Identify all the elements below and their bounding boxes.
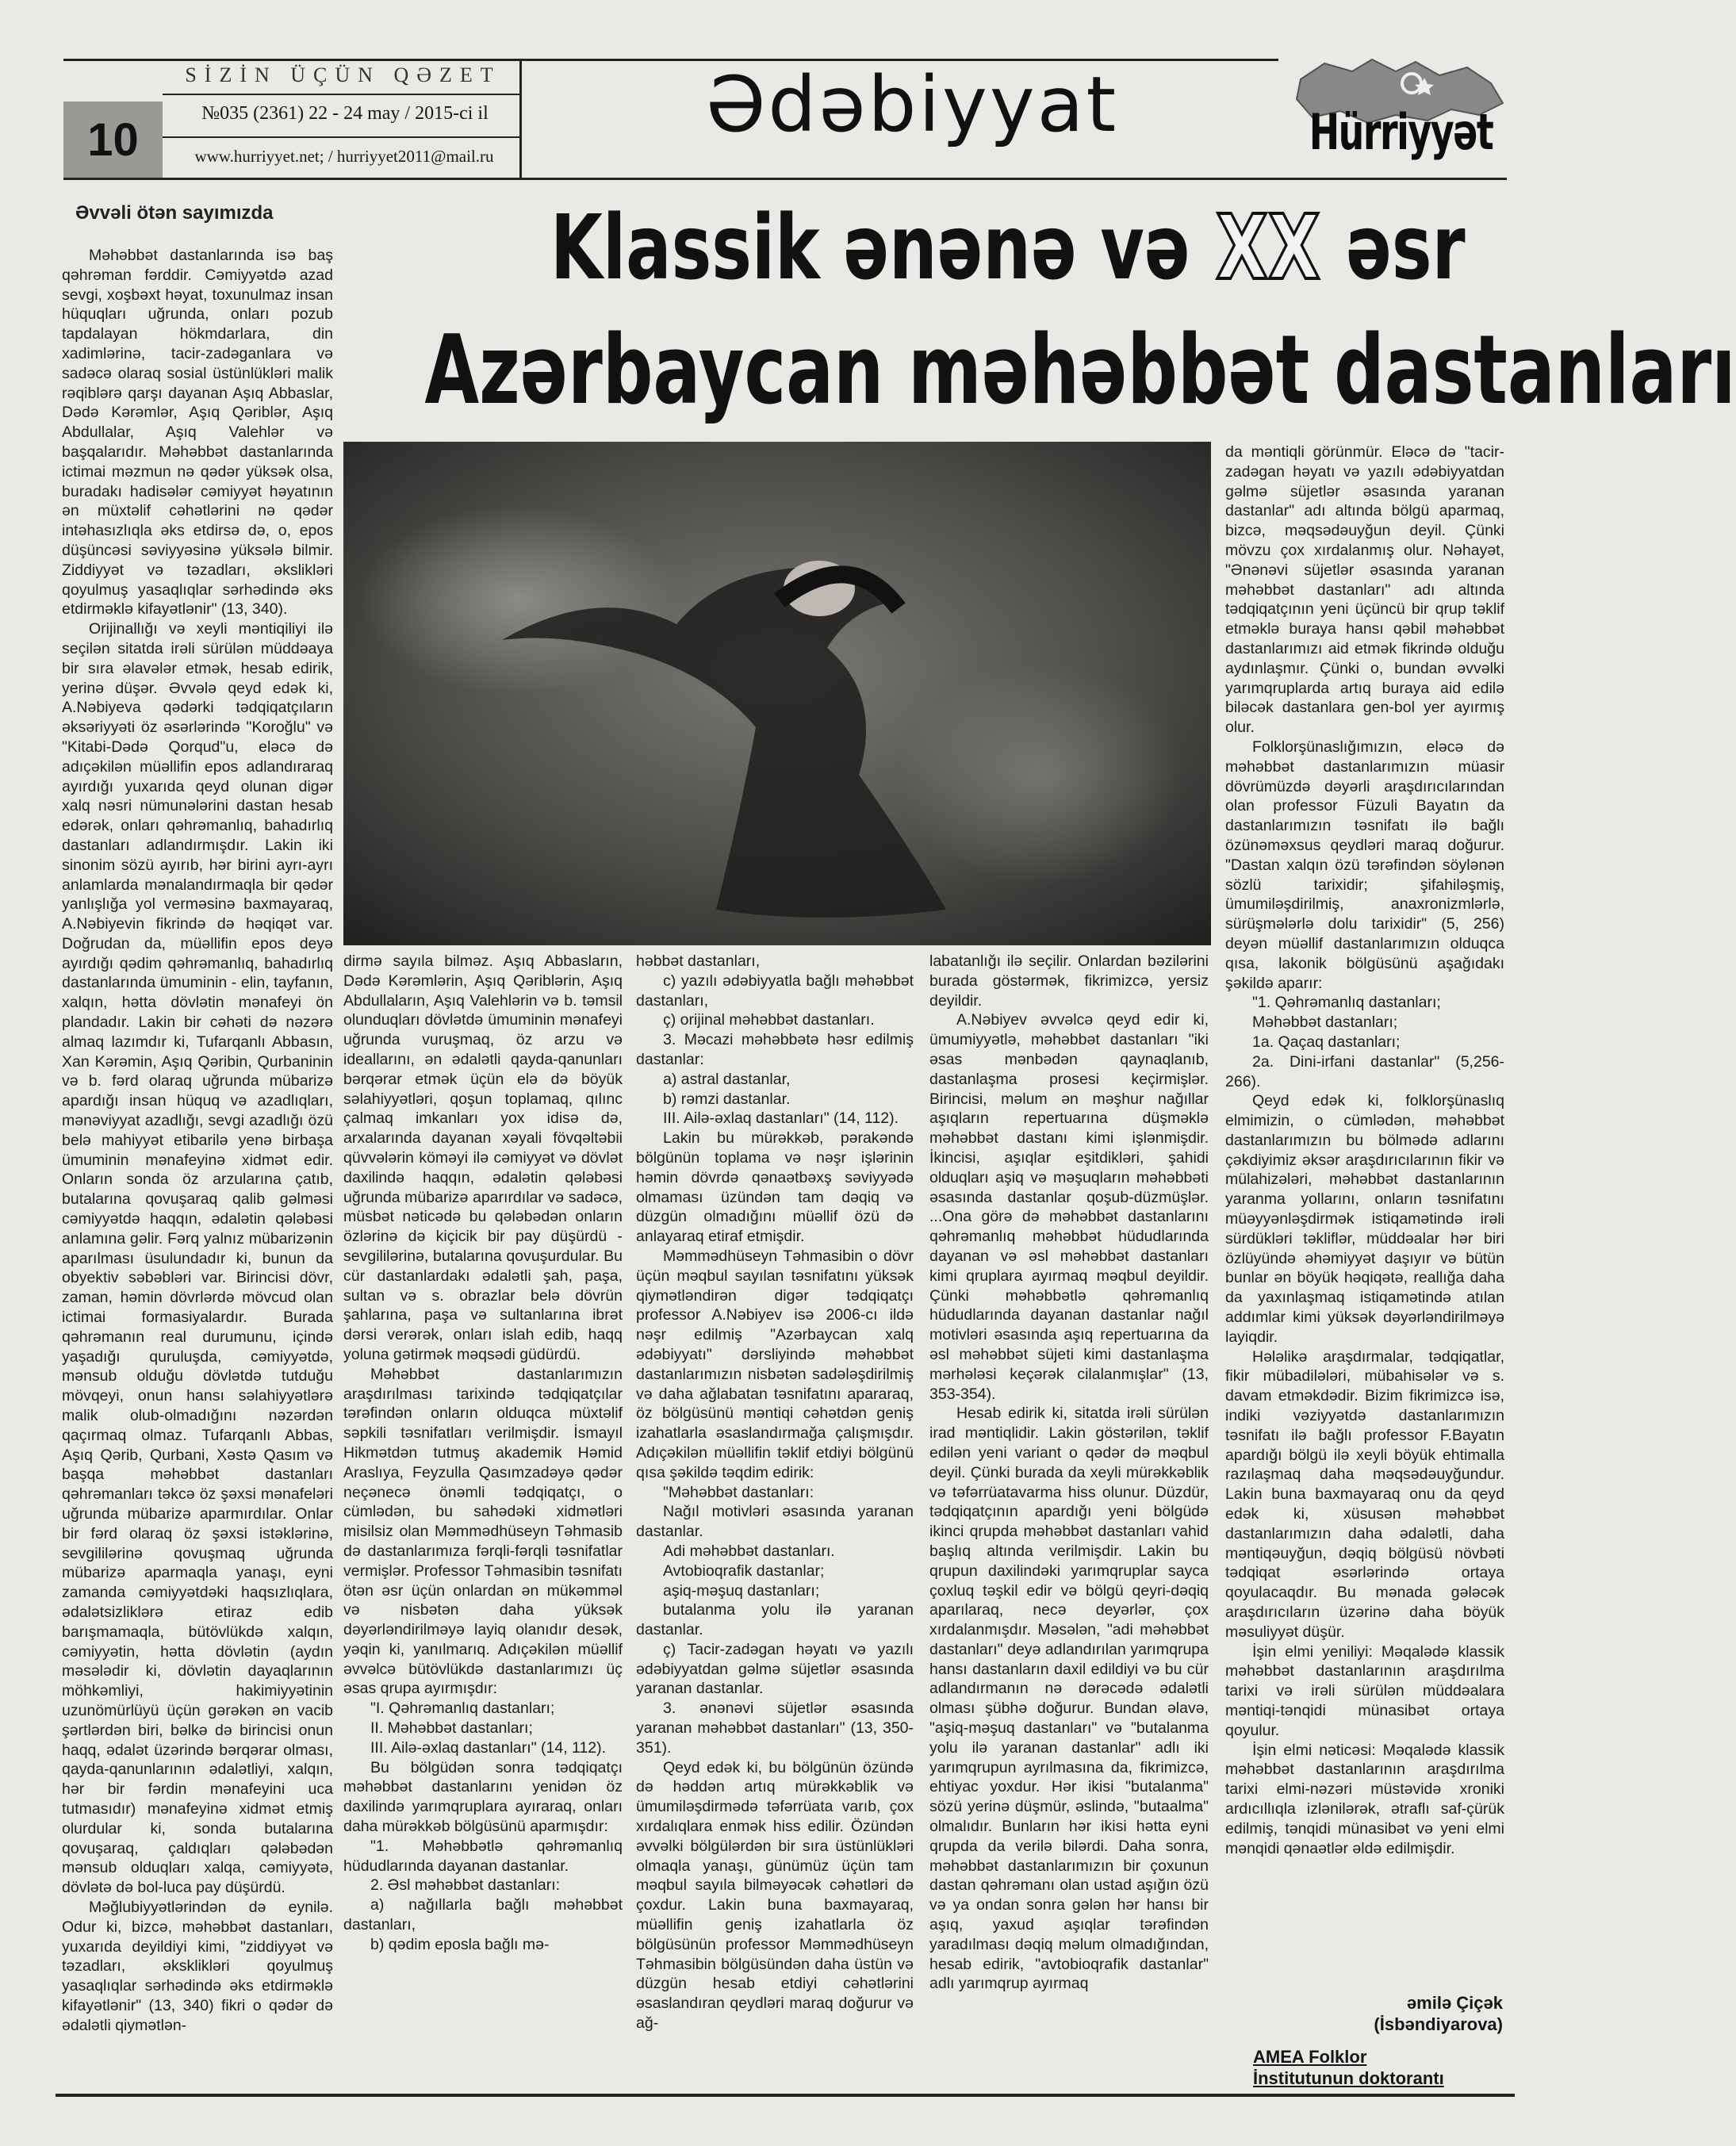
paragraph: İşin elmi yeniliyi: Məqalədə klassik məhəbbət dastanlarının araşdırılma tarixi və irəli sürülən müddəalara məntiqi-tənqidi münasibət ortaya qoyulur. <box>1225 1642 1504 1739</box>
list-item: "1. Məhəbbətlə qəhrəmanlıq hüdudlarında dayanan dastanlar. <box>343 1837 623 1875</box>
section-title: Ədəbiyyat <box>705 60 1119 149</box>
tagline-rule <box>163 94 521 95</box>
list-item: həbbət dastanları, <box>636 952 761 970</box>
list-item: butalanma yolu ilə yaranan dastanlar. <box>636 1601 914 1639</box>
list-item: 2. Əsl məhəbbət dastanları: <box>370 1876 561 1895</box>
article-column-2 <box>343 952 623 1955</box>
headline-1-post: əsr <box>1346 197 1466 300</box>
list-item: II. Məhəbbət dastanları; <box>370 1719 533 1738</box>
paragraph: A.Nəbiyev əvvəlcə qeyd edir ki, ümumiyyətlə, məhəbbət dastanları "iki əsas mənbədən qaynaqlanıb, dastanlaşma prosesi keçirmişlər. Birincisi, məlum ən məşhur nağıllar aşıqların repertuarına düşməklə məhəbbət dastanı kimi işlənmişdir. İkincisi, aşıqlar eşitdikləri, şahidi olduqları aşiq və məşuqların məhəbbəti əsasında dastanlar qoşub-düzmüşlər. ...Ona görə də məhəbbət dastanlarını qəhrəmanlıq məhəbbət hüdudlarında dayanan və əsl məhəbbət dastanları kimi qruplara ayırmaq məqbul deyildir. Çünki məhəbbətlə qəhrəmanlıq hüdudlarında dayanan dastanlar nağıl motivləri əsasında aşıq repertuarına da əsl məhəbbət süjeti kimi dastanlaşma mərhələsi keçərək cilalanmışlar" (13, 353-354). <box>929 1011 1209 1403</box>
paper-name: Hürriyyət <box>1309 103 1493 161</box>
list-item: Nağıl motivləri əsasında yaranan dastanlar. <box>636 1503 914 1541</box>
paragraph: Qeyd edək ki, bu bölgünün özündə də həddən artıq mürəkkəblik və ümumiləşdirmədə təfərrüata varıb, çox xırdalıqlara enmək hiss edilir. Özündən əvvəlki bölgülərdən bir sıra üstünlükləri olmaqla yanaşı, günümüz üçün tam məqbul sayıla bilməyəcək cəhətləri də çoxdur. Lakin buna baxmayaraq, müəllifin geniş izahatlarla öz bölgüsünün professor Məmmədhüseyn Təhmasibin bölgüsündən daha üstün və düzgün hesab etdiyi cəhətlərini əsaslandıran qeydləri maraq doğurur və ağ- <box>636 1758 914 2033</box>
article-column-4 <box>929 952 1209 1994</box>
list-item: ç) Tacir-zadəgan həyatı və yazılı ədəbiyyatdan gəlmə süjetlər əsasında yaranan dastanlar. <box>636 1640 914 1698</box>
list-item: III. Ailə-əxlaq dastanları" (14, 112). <box>663 1109 899 1128</box>
author-name <box>1225 1992 1503 2035</box>
article-column-1 <box>62 246 333 2036</box>
list-item: 3. Məcazi məhəbbətə həsr edilmiş dastanlar: <box>636 1031 914 1068</box>
article-column-5 <box>1225 443 1504 1858</box>
bottom-rule <box>56 2094 1515 2097</box>
paragraph: Məhəbbət dastanlarında isə baş qəhrəman fərddir. Cəmiyyətdə azad sevgi, xoşbəxt həyat, toxunulmaz insan hüquqları uğrunda, onları pozub tapdalayan hökmdarlara, din xadimlərinə, tacir-zadəganlara və sadəcə olaraq sosial üstünlükləri malik rəqiblərə qarşı dayanan Aşıq Abbaslar, Dədə Kərəmlər, Aşıq Qəriblər, Aşıq Abdullalar, Aşıq Valehlər və başqalarıdır. Məhəbbət dastanlarında ictimai məzmun nə qədər yüksək olsa, buradakı hadisələr cəmiyyət həyatının ən müxtəlif cəhətlərini nə qədər intəhasızlıqla əks etdirsə də, o, epos düşüncəsi səviyyəsinə yüksələ bilmir. Ziddiyyət və təzadları, əkslikləri qoyulmuş yasaqlıqlar sərhədində əks etdirməklə kifayətlənir" (13, 340). <box>62 247 333 619</box>
paragraph: Məğlubiyyətlərindən də eynilə. Odur ki, bizcə, məhəbbət dastanları, yuxarıda deyildiyi kimi, "ziddiyyət və təzadları, əksklikləri qoyulmuş yasaqlıqlar sərhədində əks etdirməklə kifayətlənir" (13, 340) fikri o qədər də ədalətli qiymətlən- <box>62 1898 333 2034</box>
author-affiliation-line: AMEA Folklor <box>1253 2047 1367 2067</box>
continued-label: Əvvəli ötən sayımızda <box>75 202 274 224</box>
list-item: a) nağıllarla bağlı məhəbbət dastanları, <box>343 1896 623 1934</box>
list-item: III. Ailə-əxlaq dastanları" (14, 112). <box>370 1738 607 1757</box>
list-item: 2a. Dini-irfani dastanlar" (5,256-266). <box>1225 1052 1504 1090</box>
paragraph: Bu bölgüdən sonra tədqiqatçı məhəbbət dastanlarını yenidən öz daxilində yarımqruplara ayıraraq, onları daha mürəkkəb bölgüsünü aparmışdır: <box>343 1758 623 1836</box>
list-item: "1. Qəhrəmanlıq dastanları; <box>1252 994 1441 1012</box>
list-item: a) astral dastanlar, <box>663 1070 791 1088</box>
paragraph: labatanlığı ilə seçilir. Onlardan bəzilərini burada göstərmək, fikrimizcə, yersiz deyildir. <box>929 952 1209 1010</box>
list-item: aşiq-məşuq dastanları; <box>663 1581 820 1600</box>
contacts: www.hurriyyet.net; / hurriyyet2011@mail.ru <box>194 147 494 166</box>
page-number: 10 <box>63 102 163 178</box>
paragraph: Hələlikə araşdırmalar, tədqiqatlar, fikir mübadilələri, mübahisələr və s. davam etməkdədir. Bizim fikrimizcə isə, indiki vəziyyətdə dastanlarımızın təsnifatı ilə bağlı professor F.Bayatın apardığı bölgü ilə xeyli böyük ehtimalla razılaşmaq daha məqsədəuyğundur. Lakin buna baxmayaraq onu da qeyd edək ki, xüsusən məhəbbət dastanlarımızın daha ədalətli, daha məntiqəuyğun, dəqiq bölgüsü növbəti tədqiqat əsərlərində ortaya qoyulacaqdır. Bu mənada gələcək araşdırıcıların üzərinə daha böyük məsuliyyət düşür. <box>1225 1347 1504 1641</box>
author-name-line: (İsbəndiyarova) <box>1374 2014 1503 2034</box>
article-column-3 <box>636 952 914 2033</box>
headline-1-roman: XX <box>1213 197 1322 300</box>
paragraph: Folklorşünaslığımızın, eləcə də məhəbbət dastanlarımızın müasir dövrümüzdə dəyərli araşdırıcılarından olan professor Füzuli Bayatın da dastanlarımızın təsnifatı ilə bağlı özünəməxsus qeydləri maraq doğurur. "Dastan xalqın özü tərəfindən söylənən sözlü tarixidir; şifahiləşmiş, ümumiləşdirilmiş, anaxronizmlərlə, sürüşmələrlə dolu tarixidir" (5, 256) deyən müəllif dastanlarımızın olduqca qısa, lakonik bölgüsünü aşağıdakı şəkildə aparır: <box>1225 738 1504 992</box>
list-item: c) yazılı ədəbiyyatla bağlı məhəbbət dastanları, <box>636 971 914 1010</box>
list-item: b) rəmzi dastanlar. <box>663 1090 791 1108</box>
list-item: "I. Qəhrəmanlıq dastanları; <box>370 1700 555 1718</box>
issue-info: №035 (2361) 22 - 24 may / 2015-ci il <box>201 103 489 124</box>
author-affiliation <box>1253 2046 1507 2089</box>
issue-rule <box>163 136 521 138</box>
paragraph: Məhəbbət dastanlarımızın araşdırılması tarixində tədqiqatçılar tərəfindən onların olduqca müxtəlif səpkili təsnifatları verilmişdir. İsmayıl Hikmətdən tutmuş akademik Həmid Araslıya, Feyzulla Qasımzadəyə qədər neçənecə önəmli tədqiqatçı, o cümlədən, bu sahədəki xidmətləri misilsiz olan Məmmədhüseyn Təhmasib də dastanlarımıza fərqli-fərqli təsnifatlar vermişlər. Professor Təhmasibin təsnifatı ötən əsr üçün onlardan ən mükəmməl və nisbətən daha yüksək dəyərləndirilməyə layiq olanıdır desək, yəqin ki, yanılmarıq. Adıçəkilən müəllif əvvəlcə bütövlükdə dastanlarımızı üç əsas qrupa ayırmışdır: <box>343 1365 623 1698</box>
list-item: Avtobioqrafik dastanlar; <box>663 1562 825 1580</box>
list-item: Məhəbbət dastanları; <box>1252 1014 1398 1032</box>
paragraph: dirmə sayıla bilməz. Aşıq Abbasların, Dədə Kərəmlərin, Aşıq Qəriblərin, Aşıq Abdullaların, Aşıq Valehlərin və b. təmsil olunduqları dövlətdə ümuminin mənafeyi uğrunda vuruşmaq, öz arzu və ideallarını, ən ədalətli qayda-qanunları bərqərar etmək üçün elə də böyük səlahiyyətləri, qoşun toplamaq, qılınc çalmaq imkanları yox idisə də, arxalarında dayanan xəyali fövqəltəbii qüvvələrin köməyi ilə cəmiyyət və dövlət daxilində haqqın, ədalətin qələbəsi uğrunda mübarizə aparırdılar və sadəcə, müsbət nəticədə bu qələbədən onların özlərinə də kiçicik bir pay düşürdü - sevgililərinə, butalarına qovuşurdular. Bu cür dastanlardakı ədalətli şah, paşa, sultan və s. obrazlar belə dövrün şahlarına, paşa və sultanlarına ibrət dərsi verərək, onları islah edib, haqq yoluna gətirmək məqsədi güdürdü. <box>343 952 623 1363</box>
paragraph: Lakin bu mürəkkəb, pərakəndə bölgünün toplama və nəşr işlərinin həmin dövrdə qənaətbəxş səviyyədə olmaması üzündən tam dəqiq və düzgün olmadığını müəllif özü də anlayaraq etiraf etmişdir. <box>636 1129 914 1246</box>
headline-line-2: Azərbaycan məhəbbət dastanları <box>424 316 1736 426</box>
headline-line-1 <box>550 197 1466 300</box>
list-item: Adi məhəbbət dastanları. <box>663 1542 835 1560</box>
author-name-line: əmilə Çiçək <box>1406 1993 1503 2013</box>
paragraph: Orijinallığı və xeyli məntiqiliyi ilə seçilən sitatda irəli sürülən müddəaya bir sıra əlavələr etmək, hesab edirik, yerinə düşər. Əvvələ qeyd edək ki, A.Nəbiyeva qədərki tədqiqatçıların əksəriyyəti öz əsərlərində "Koroğlu" və "Kitabi-Dədə Qorqud"u, eləcə də adıçəkilən müəllifin epos adlandıraraq ayırdığı yuxarıda qeyd olunan digər xalq nəsri nümunələrini dastan hesab edərək, onları qəhrəmanlıq, bahadırlıq dastanları adlandırmışdır. Lakin iki sinonim sözü ayırıb, hər birini ayrı-ayrı anlamlarda mənalandırmaqla bir qədər yanlışlığa yol verməsinə baxmayaraq, A.Nəbiyevin fikrində də həqiqət var. Doğrudan da, müəllifin epos deyə ayırdığı qədim qəhrəmanlıq, bahadırlıq dastanlarında ümuminin - elin, tayfanın, xalqın, hətta dövlətin mənafeyi ön plandadır. Lakin bir cəhəti də nəzərə almaq lazımdır ki, Tufarqanlı Abbasın, Xan Kərəmin, Aşıq Qəribin, Qurbaninin və b. fərd olaraq uğrunda mübarizə apardığı insan hüquq və azadlıqları, mənəviyyat azadlığı, sevgi azadlığı özü belə mahiyyət etibarilə yenə birbaşa ümuminin mənafeyinə xidmət edir. Onların sonda öz arzularına çatıb, butalarına qovuşaraq qalib gəlməsi cəmiyyətdə haqqın, ədalətin qələbəsi anlamına gəlir. Fərq yalnız mübarizənin aparılması üsulundadır ki, bunun da obyektiv səbəbləri var. Birincisi dövr, zaman, həmin dövrlərdə mövcud olan ictimai formasiyalardır. Burada qəhrəmanın real durumunu, içində yaşadığı quruluşda, cəmiyyətdə, mənsub olduğu dövlətdə tutduğu mövqeyi, onun hansı səlahiyyətlərə malik olub-olmadığını nəzərdən qaçırmaq olmaz. Tufarqanlı Abbas, Aşıq Qərib, Qurbani, Xəstə Qasım və başqa məhəbbət dastanları qəhrəmanları təkcə öz şəxsi mənafeləri uğrunda mübarizə aparmırdılar. Onlar bir fərd olaraq öz şəxsi istəklərinə, sevgililərinə qovuşmaq uğrunda mübarizə aparmaqla yanaşı, eyni zamanda cəmiyyətdəki haqsızlıqlara, ədalətsizliklərə etiraz edib barışmamaqla, bütövlükdə xalqın, cəmiyyətin, hətta dövlətin (aydın məsələdir ki, dövlətin dayaqlarının möhkəmliyi, hakimiyyətinin uzunömürlüyü üçün gərəkən ən vacib şərtlərdən biri, bəlkə də birincisi onun haqq, ədalət üzərində bərqərar olması, qayda-qanunlarının ədalətliyi, xalqın, hər bir fərdin mənafeyini uca tutmasıdır) mənafeyinə xidmət etmiş olurdular ki, sonda butalarına qovuşaraq, çaldıqları qələbədən mənsub olduqları xalqa, cəmiyyətə, dövlətə də bol-luca pay düşürdü. <box>62 620 333 1897</box>
paragraph: da məntiqli görünmür. Eləcə də "tacir-zadəgan həyatı və yazılı ədəbiyyatdan gəlmə süjetlər əsasında yaranan dastanlar" adı altında bölgü aparmaq, bizcə, məqsədəuyğun deyil. Çünki mövzu çox xırdalanmış olur. Nəhayət, "Ənənəvi süjetlər əsasında yaranan məhəbbət dastanları" adı altında tədqiqatçının yeni üçüncü bir qrup təklif etməklə buraya hansı qəbil məhəbbət dastanlarımızı aid etmək fikrində olduğu aydınlaşmır. Çünki o, bundan əvvəlki yarımqruplarda artıq buraya aid edilə biləcək dastanlara gen-bol yer ayırmış olur. <box>1225 443 1504 737</box>
list-item: b) qədim eposla bağlı mə- <box>370 1935 550 1953</box>
paragraph: İşin elmi nəticəsi: Məqalədə klassik məhəbbət dastanlarının araşdırılma tarixi elmi-nəzəri müstəvidə xroniki ardıcıllıqla izlənilərək, ətraflı saf-çürük edilmiş, tənqidi münasibət və yeni elmi mənqidi qənaətlər əldə edilmişdir. <box>1225 1741 1504 1857</box>
dancer-painting-image <box>343 442 1211 945</box>
tagline: SİZİN ÜÇÜN QƏZET <box>185 63 501 86</box>
article-photo <box>343 442 1211 945</box>
list-item: ç) orijinal məhəbbət dastanları. <box>663 1011 875 1029</box>
list-item: 1a. Qaçaq dastanları; <box>1252 1033 1401 1051</box>
paragraph: Qeyd edək ki, folklorşünaslıq elmimizin, o cümlədən, məhəbbət dastanlarımızın bu bölmədə adlarını çəkdiyimiz əksər araşdırıcılarının fikir və mülahizələri, məhəbbət dastanlarının yaranma yollarını, onların təsnifatını müəyyənləşdirmək istiqamətində irəli sürdükləri təkliflər, müddəalar hər biri özlüyündə əhəmiyyət daşıyır və bütün bunlar ən böyük həqiqətə, reallığa daha da yaxınlaşmaq istiqamətində atılan addımlar kimi yüksək dəyərləndirilməyə layiqdir. <box>1225 1092 1504 1346</box>
list-item: 3. ənənəvi süjetlər əsasında yaranan məhəbbət dastanları" (13, 350-351). <box>636 1700 914 1757</box>
author-affiliation-line: İnstitutunun doktorantı <box>1253 2068 1444 2088</box>
list-item: "Məhəbbət dastanları: <box>663 1483 814 1501</box>
headline-1-pre: Klassik ənənə və <box>550 197 1190 300</box>
paragraph: Məmmədhüseyn Təhmasibin o dövr üçün məqbul sayılan təsnifatını yüksək qiymətləndirən digər tədqiqatçı professor A.Nəbiyev isə 2006-cı ildə nəşr edilmiş "Azərbaycan xalq ədəbiyyatı" dərsliyində məhəbbət dastanlarımızın nisbətən sadələşdirilmiş və daha ağlabatan təsnifatını apararaq, öz bölgüsünü məntiqi cəhətdən geniş izahatlarla əsaslandırmağa çalışmışdır. Adıçəkilən müəllifin təklif etdiyi bölgünü qısa şəkildə təqdim edirik: <box>636 1247 914 1481</box>
paragraph: Hesab edirik ki, sitatda irəli sürülən irad məntiqlidir. Lakin göstərilən, təklif edilən yeni variant o qədər də məqbul deyil. Çünki burada da xeyli mürəkkəblik və təfərrüatavarma hiss olunur. Düzdür, tədqiqatçının apardığı yeni bölgüdə ikinci qrupda məhəbbət dastanları vahid başlıq altında verilmişdir. Lakin bu qrupun daxilindəki yarımqruplar sayca çoxluq təşkil edir və bölgü qeyri-dəqiq aparılaraq, necə deyərlər, çox xırdalanmışdır. Məsələn, "adi məhəbbət dastanları" deyə adlandırılan yarımqrupa hansı dastanların daxil edildiyi və bu cür adlandırmanın nə dərəcədə ədalətli olması şübhə doğurur. Bundan əlavə, "aşiq-məşuq dastanları" və "butalanma yolu ilə yaranan dastanlar" adlı iki yarımqrupun ayrılmasına da, fikrimizcə, ehtiyac yoxdur. Hər ikisi "butalanma" sözü yerinə düşmür, əslində, "butaalma" olmalıdır. Bunların hər ikisi hətta eyni qrupda da verilə bilərdi. Daha sonra, məhəbbət dastanlarımızın bir çoxunun dastan qəhrəmanı olan ustad aşığın özü və ya ondan sonra gələn hər hansı bir aşıq, yaxud aşıqlar tərəfindən yaradılması dəqiq məlum olmadığından, hesab edirik, "avtobioqrafik dastanlar" adlı yarımqrup ayırmaq <box>929 1404 1209 1993</box>
